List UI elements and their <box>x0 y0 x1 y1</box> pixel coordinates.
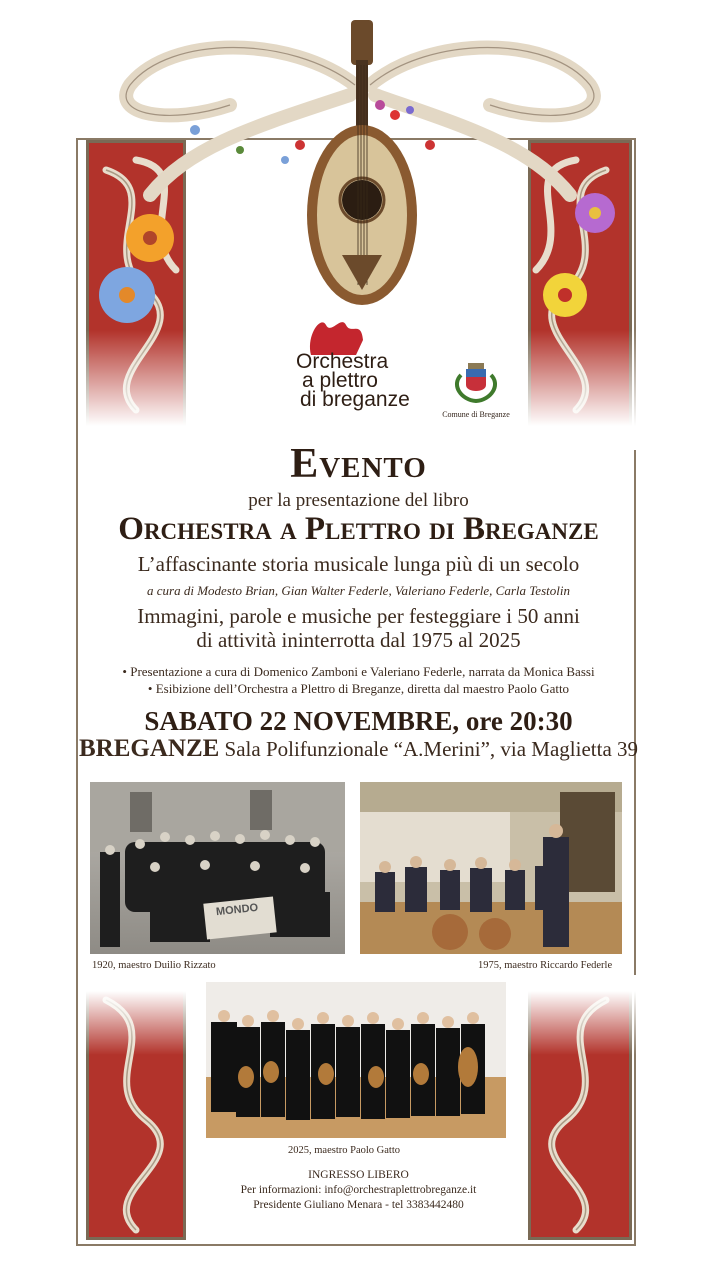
coat-of-arms-icon <box>451 355 501 403</box>
logo-line1: Orchestra <box>296 350 389 373</box>
book-authors: a cura di Modesto Brian, Gian Walter Federle, Valeriano Federle, Carla Testolin <box>147 583 570 598</box>
program-item: • Presentazione a cura di Domenico Zamboni e Valeriano Federle, narrata da Monica Bassi <box>122 664 595 679</box>
event-subtitle: per la presentazione del libro <box>248 490 469 511</box>
panel-fade <box>522 330 637 450</box>
panel-fade <box>80 975 195 1055</box>
photo-1975 <box>360 782 622 954</box>
event-title: Evento <box>290 441 427 487</box>
celebration-line-1: Immagini, parole e musiche per festeggiare i 50 anni <box>137 604 580 628</box>
photo-caption: 2025, maestro Paolo Gatto <box>288 1145 400 1156</box>
orchestra-logo <box>296 310 426 430</box>
photo-caption: 1920, maestro Duilio Rizzato <box>92 960 216 971</box>
location-city: BREGANZE <box>78 735 220 762</box>
event-date: SABATO 22 NOVEMBRE, ore 20:30 <box>144 706 573 736</box>
location-venue: Sala Polifunzionale “A.Merini”, via Maglietta 39 <box>219 737 639 761</box>
president-info: Presidente Giuliano Menara - tel 3383442480 <box>253 1199 464 1211</box>
flower-right-illustration <box>535 185 625 335</box>
photo-1920 <box>90 782 345 954</box>
entry-info: INGRESSO LIBERO <box>308 1169 409 1181</box>
event-location <box>0 735 717 763</box>
comune-logo <box>436 355 516 425</box>
book-title: Orchestra a Plettro di Breganze <box>118 511 599 547</box>
flower-left-illustration <box>95 210 195 330</box>
panel-fade <box>522 975 637 1055</box>
contact-info: Per informazioni: info@orchestraplettrobreganze.it <box>240 1184 477 1196</box>
panel-fade <box>80 330 195 450</box>
mandolin-head <box>351 20 373 65</box>
comune-label: Comune di Breganze <box>442 410 510 419</box>
celebration-line-2: di attività ininterrotta dal 1975 al 2025 <box>196 628 521 652</box>
logo-line2: a plettro <box>302 369 378 392</box>
book-tagline: L’affascinante storia musicale lunga più di un secolo <box>137 552 580 576</box>
photo-caption: 1975, maestro Riccardo Federle <box>478 960 613 971</box>
photo-sign: MONDO <box>215 901 259 919</box>
program-item: • Esibizione dell’Orchestra a Plettro di Breganze, diretta dal maestro Paolo Gatto <box>147 681 570 696</box>
photo-2025 <box>206 982 506 1138</box>
logo-line3: di breganze <box>300 388 410 411</box>
